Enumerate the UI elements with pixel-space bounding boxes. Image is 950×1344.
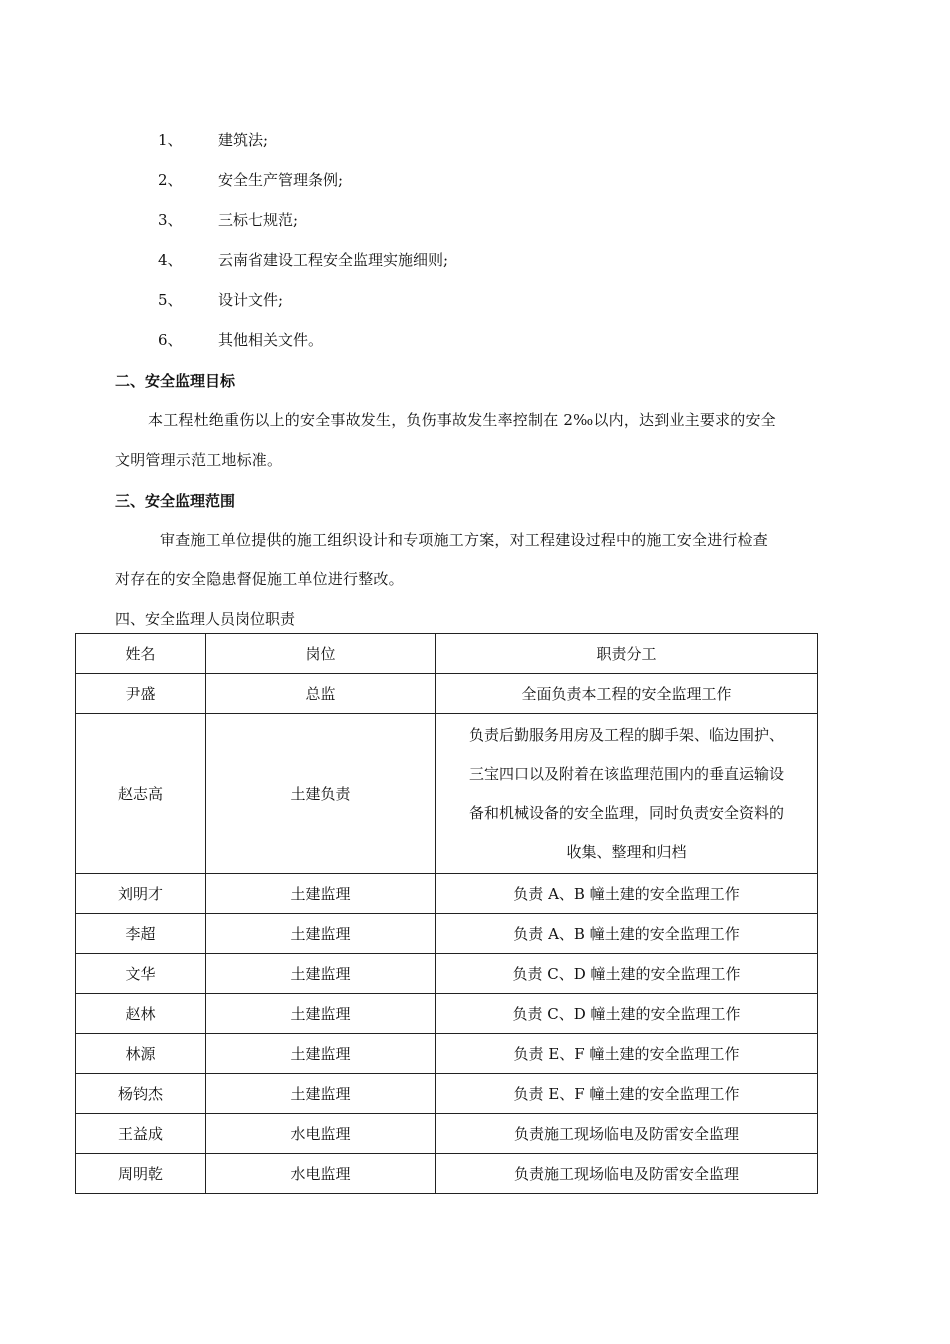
table-row	[76, 1034, 818, 1074]
list-number: 5、	[158, 291, 183, 309]
header-name: 姓名	[76, 634, 206, 674]
cell-post: 土建监理	[206, 994, 436, 1034]
list-text: 其他相关文件。	[218, 331, 324, 349]
responsibility-table	[75, 633, 818, 1194]
table-row	[76, 714, 818, 874]
table-header-row	[76, 634, 818, 674]
cell-duty	[436, 714, 818, 874]
header-post: 岗位	[206, 634, 436, 674]
cell-post: 土建监理	[206, 874, 436, 914]
cell-duty: 全面负责本工程的安全监理工作	[436, 674, 818, 714]
cell-post: 土建监理	[206, 1074, 436, 1114]
cell-duty: 负责 C、D 幢土建的安全监理工作	[436, 954, 818, 994]
cell-duty: 负责 A、B 幢土建的安全监理工作	[436, 914, 818, 954]
cell-duty: 负责施工现场临电及防雷安全监理	[436, 1154, 818, 1194]
cell-name: 周明乾	[76, 1154, 206, 1194]
duty-line: 收集、整理和归档	[566, 842, 687, 861]
cell-post: 土建监理	[206, 914, 436, 954]
list-text: 三标七规范;	[218, 211, 299, 229]
list-text: 设计文件;	[218, 291, 284, 309]
list-text: 建筑法;	[218, 131, 269, 149]
table-row	[76, 674, 818, 714]
cell-post: 土建负责	[206, 714, 436, 874]
list-text: 安全生产管理条例;	[218, 171, 344, 189]
cell-name: 王益成	[76, 1114, 206, 1154]
cell-post: 土建监理	[206, 954, 436, 994]
table-row	[76, 874, 818, 914]
cell-name: 赵林	[76, 994, 206, 1034]
duty-line: 备和机械设备的安全监理，同时负责安全资料的	[468, 803, 784, 822]
duty-line: 负责后勤服务用房及工程的脚手架、临边围护、	[468, 725, 784, 744]
paragraph-line: 本工程杜绝重伤以上的安全事故发生，负伤事故发生率控制在 2‰以内，达到业主要求的安全	[148, 411, 776, 429]
list-number: 4、	[158, 251, 183, 269]
cell-post: 土建监理	[206, 1034, 436, 1074]
cell-name: 杨钧杰	[76, 1074, 206, 1114]
cell-duty: 负责 A、B 幢土建的安全监理工作	[436, 874, 818, 914]
table-row	[76, 914, 818, 954]
list-text: 云南省建设工程安全监理实施细则;	[218, 251, 449, 269]
table-row	[76, 954, 818, 994]
cell-name: 尹盛	[76, 674, 206, 714]
cell-duty: 负责 E、F 幢土建的安全监理工作	[436, 1034, 818, 1074]
cell-name: 李超	[76, 914, 206, 954]
paragraph-line: 文明管理示范工地标准。	[115, 451, 283, 469]
cell-duty: 负责 E、F 幢土建的安全监理工作	[436, 1074, 818, 1114]
section-heading-scope: 三、安全监理范围	[115, 492, 236, 510]
cell-name: 文华	[76, 954, 206, 994]
cell-name: 林源	[76, 1034, 206, 1074]
paragraph-line: 审查施工单位提供的施工组织设计和专项施工方案，对工程建设过程中的施工安全进行检查	[160, 531, 769, 549]
header-duty: 职责分工	[436, 634, 818, 674]
cell-post: 水电监理	[206, 1154, 436, 1194]
table-row	[76, 1154, 818, 1194]
list-number: 1、	[158, 131, 183, 149]
paragraph-line: 对存在的安全隐患督促施工单位进行整改。	[115, 570, 404, 588]
section-heading-goal: 二、安全监理目标	[115, 372, 236, 390]
table-row	[76, 994, 818, 1034]
cell-post: 水电监理	[206, 1114, 436, 1154]
duty-line: 三宝四口以及附着在该监理范围内的垂直运输设	[468, 764, 784, 783]
cell-name: 赵志高	[76, 714, 206, 874]
cell-duty: 负责 C、D 幢土建的安全监理工作	[436, 994, 818, 1034]
cell-name: 刘明才	[76, 874, 206, 914]
table-row	[76, 1114, 818, 1154]
table-row	[76, 1074, 818, 1114]
list-number: 6、	[158, 331, 183, 349]
list-number: 2、	[158, 171, 183, 189]
cell-post: 总监	[206, 674, 436, 714]
table-caption: 四、安全监理人员岗位职责	[115, 610, 296, 628]
cell-duty: 负责施工现场临电及防雷安全监理	[436, 1114, 818, 1154]
list-number: 3、	[158, 211, 183, 229]
